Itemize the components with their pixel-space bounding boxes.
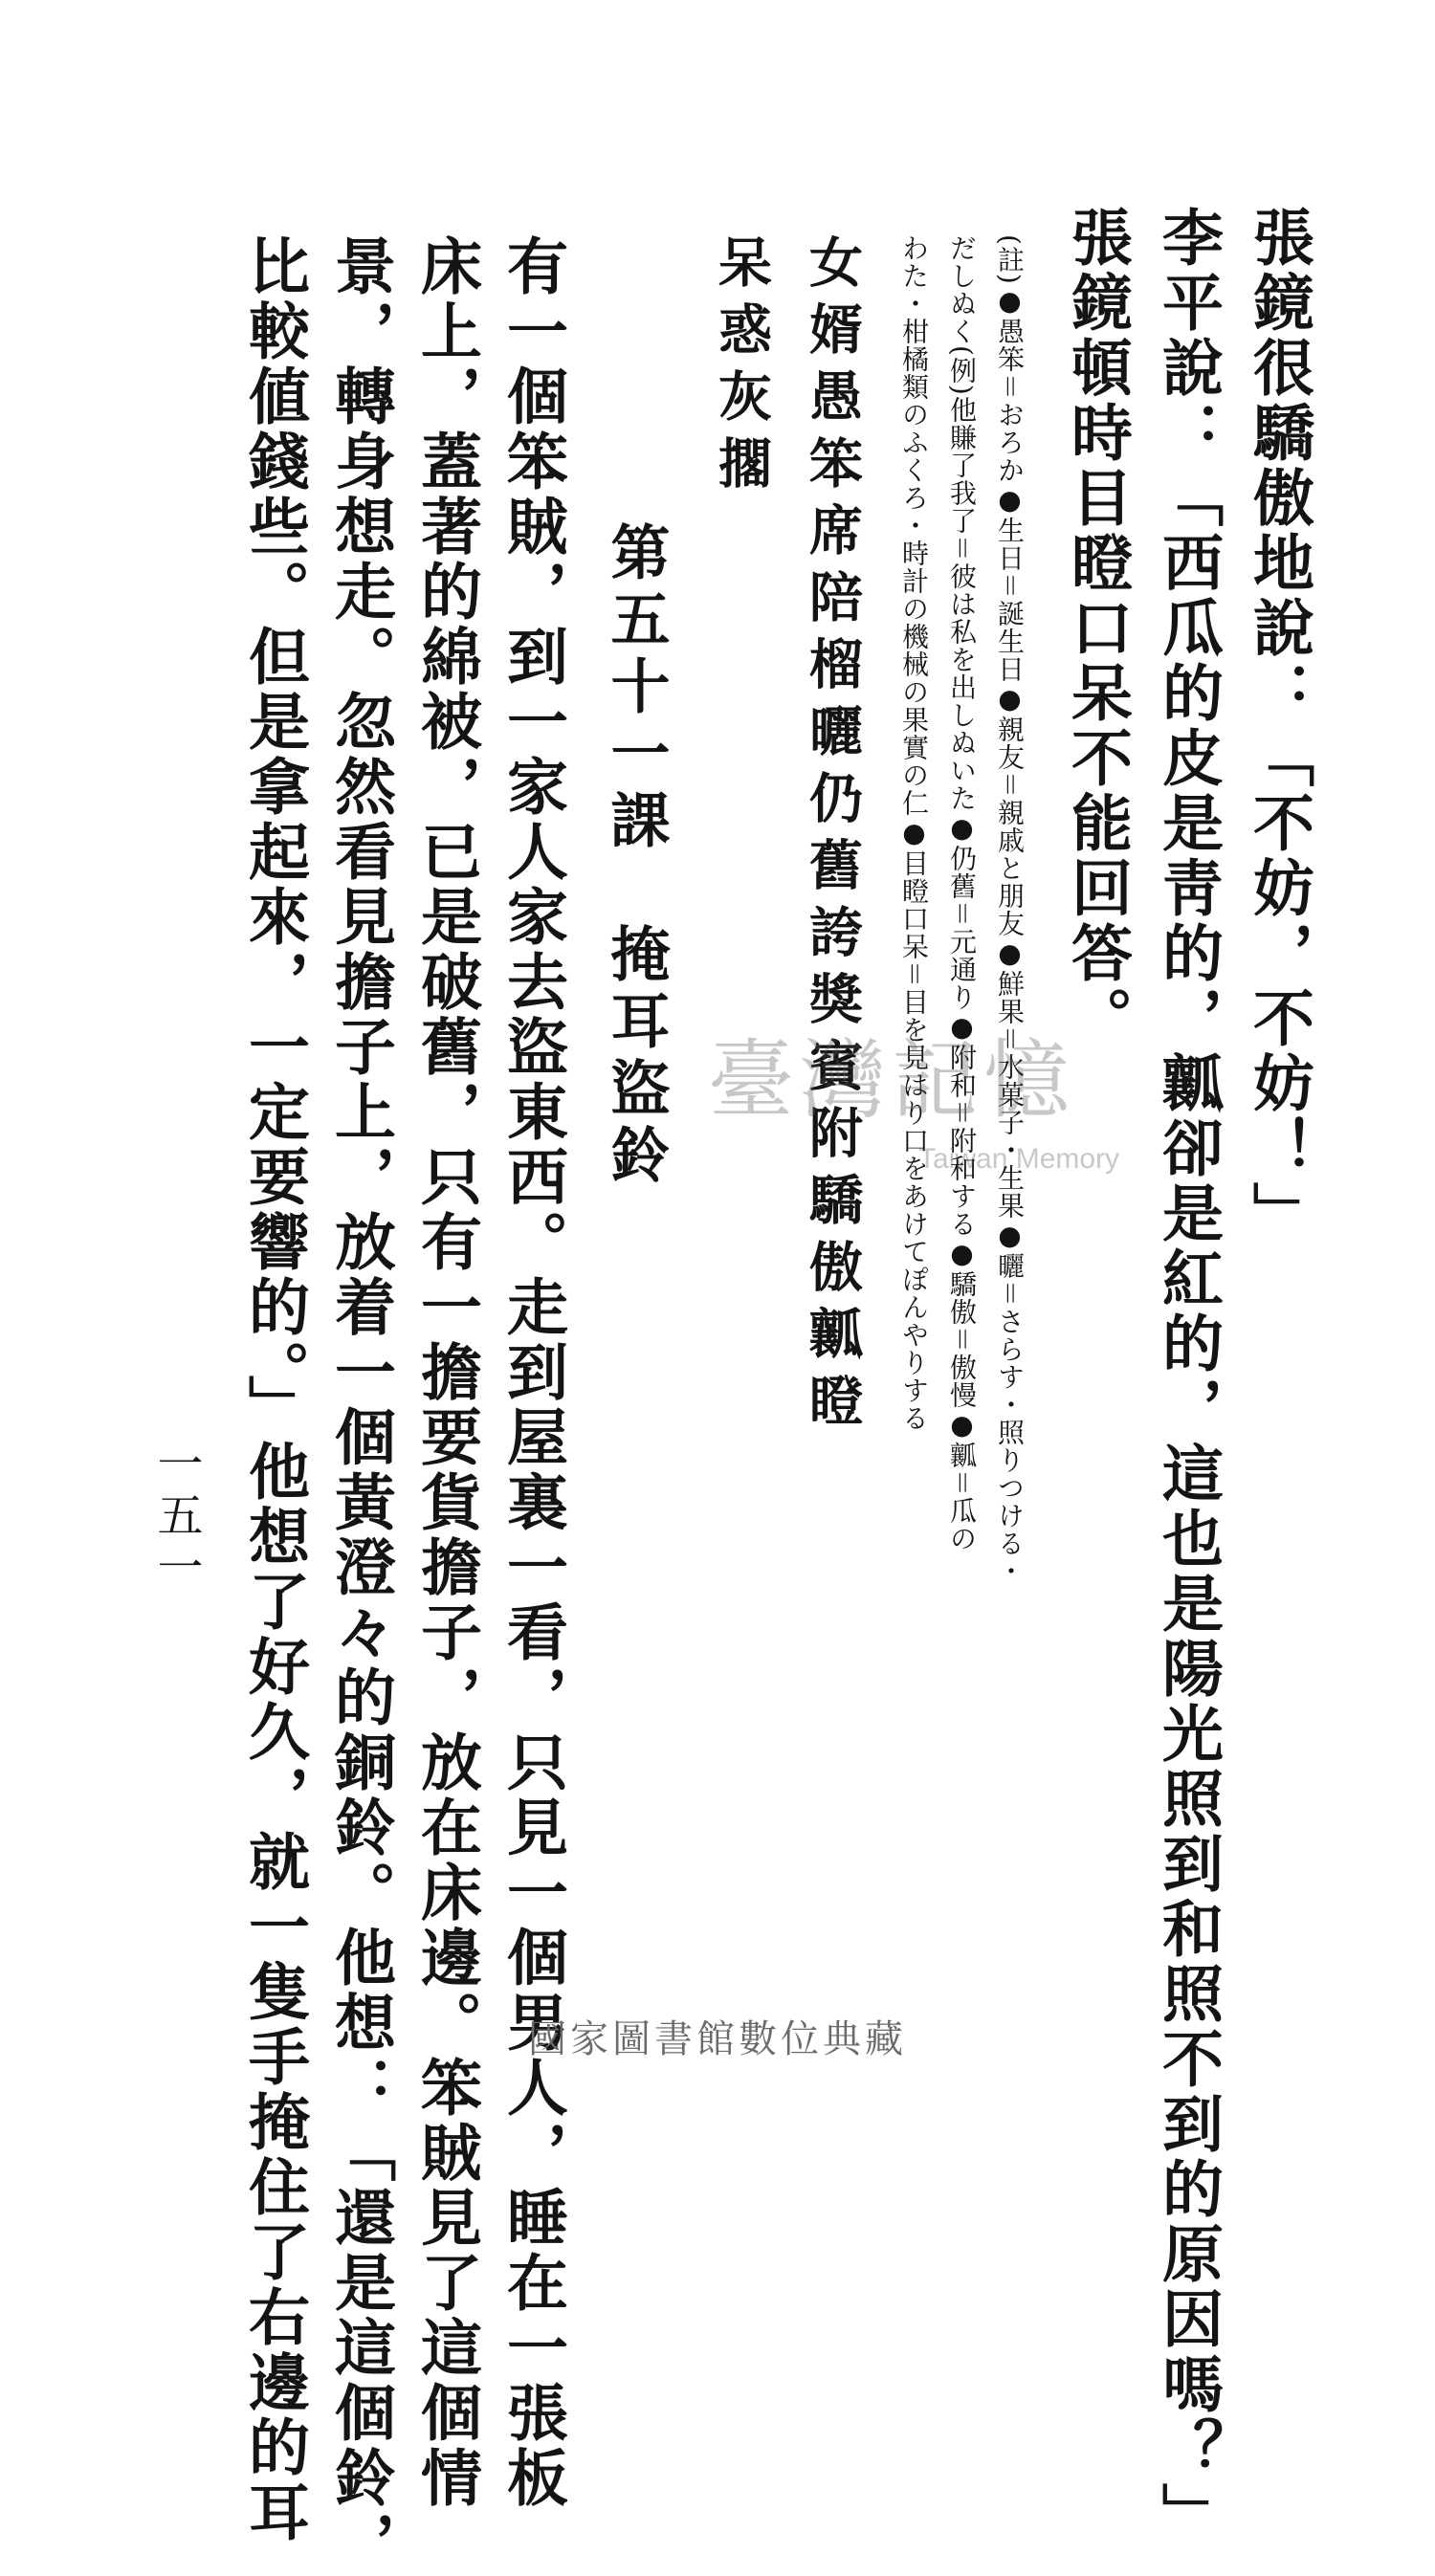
lesson-title: 第五十一課 掩耳盜鈴 [601,521,671,1191]
vocab-column-2: 呆惑灰擱 [710,234,773,502]
page-number: 一五一 [149,1440,203,1595]
watermark-chinese-text: 臺灣記憶 [708,1030,1075,1131]
body-column-3: 景，轉身想走。忽然看見擔子上，放着一個黃澄々的銅鈴。他想：「還是這個鈴， [324,234,396,2576]
text-column-1: 張鏡很驕傲地說：「不妨，不妨！」 [1243,206,1314,1246]
note-column-1: (註)●愚笨＝おろか●生日＝誕生日●親友＝親戚と朋友●鮮果＝水菓子・生果●曬＝さらす・照りつける・ [994,234,1026,1585]
watermark-english-text: Taiwan Memory [918,1143,1120,1175]
vocab-column-1: 女婿愚笨席陪榴曬仍舊誇獎賓附驕傲瓤瞪 [801,234,864,1440]
note-column-3: わた・柑橘類のふくろ・時計の機械の果實の仁●目瞪口呆＝目を見はり口をあけてぽんやりする [898,234,930,1433]
taiwan-memory-watermark [708,1030,1129,1215]
body-column-1: 有一個笨賊，到一家人家去盜東西。走到屋裏一看，只見一個男人，睡在一張板 [497,234,568,2511]
text-column-2: 李平說：「西瓜的皮是靑的，瓤卻是紅的，這也是陽光照到和照不到的原因嗎？」 [1152,206,1224,2547]
text-column-3: 張鏡頓時目瞪口呆不能回答。 [1061,206,1133,1051]
body-column-2: 床上，蓋著的綿被，已是破舊，只有一擔要貨擔子，放在床邊。笨賊見了這個情 [410,234,482,2511]
note-column-2: だしぬく(例)他賺了我了＝彼は私を出しぬいた●仍舊＝元通り●附和＝附和する●驕傲＝傲慢●瓤＝瓜の [946,234,978,1552]
body-column-4: 比較値錢些。但是拿起來，一定要響的。」他想了好久，就一隻手掩住了右邊的耳 [238,234,310,2545]
library-footer: 國家圖書館數位典藏 [528,2017,907,2061]
